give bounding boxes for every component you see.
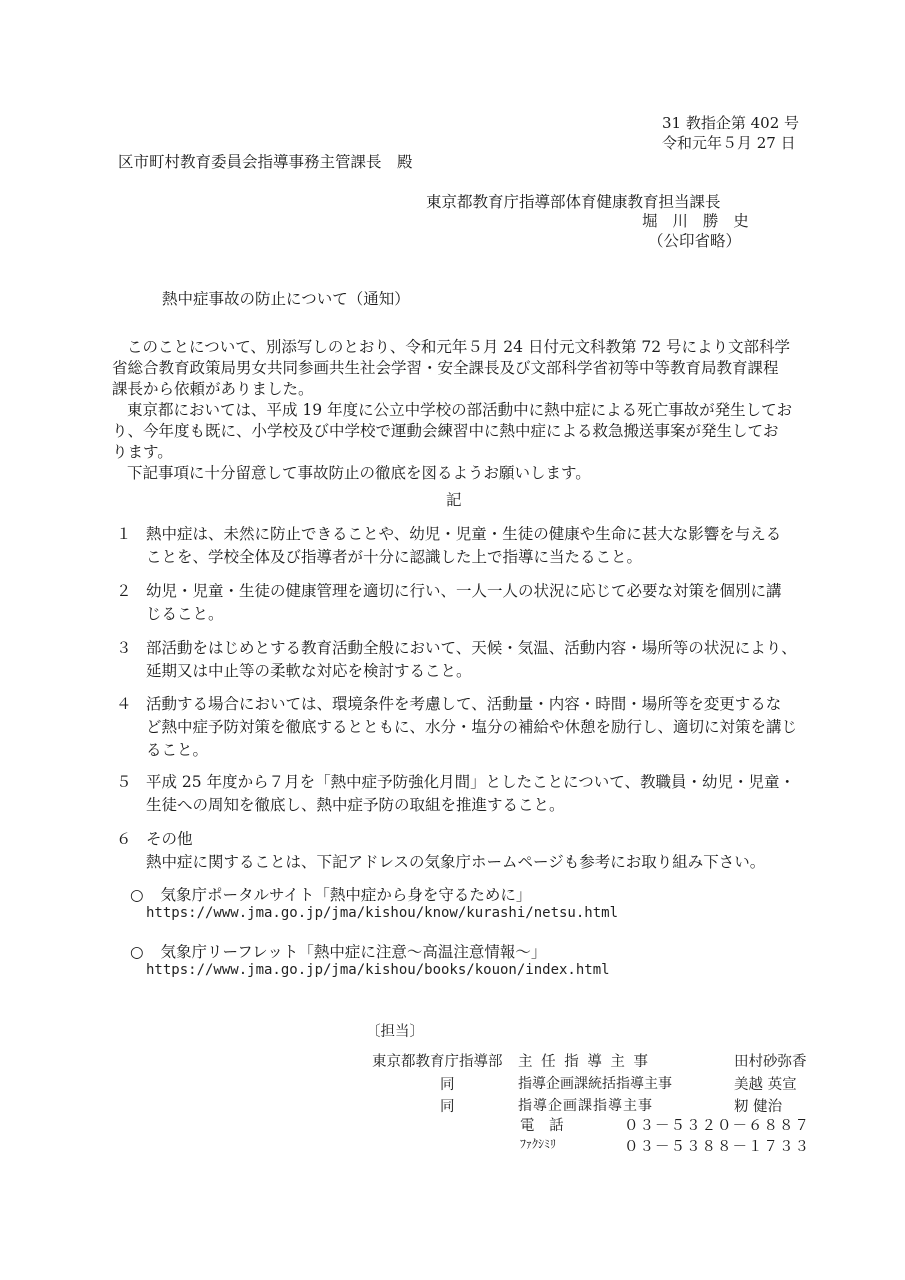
link-entry-leaflet bbox=[130, 940, 546, 962]
contact-role: 指導企画課指導主事 bbox=[518, 1098, 653, 1114]
item-number: ６ bbox=[116, 830, 132, 848]
item-number: ３ bbox=[116, 639, 132, 657]
item-line: 活動する場合においては、環境条件を考慮して、活動量・内容・時間・場所等を変更するな bbox=[146, 695, 782, 713]
item-line: じること。 bbox=[146, 605, 224, 623]
contact-prefix: 同 bbox=[440, 1077, 455, 1093]
paragraph-line: 省総合教育政策局男女共同参画共生社会学習・安全課長及び文部科学省初等中等教育局教育課程 bbox=[112, 359, 779, 377]
paragraph-line: 東京都においては、平成 19 年度に公立中学校の部活動中に熱中症による死亡事故が発生してお bbox=[127, 401, 793, 419]
link-title: 気象庁ポータルサイト「熱中症から身を守るために」 bbox=[160, 886, 532, 904]
issue-date: 令和元年５月 27 日 bbox=[662, 134, 796, 152]
paragraph-line: り、今年度も既に、小学校及び中学校で運動会練習中に熱中症による救急搬送事案が発生してお bbox=[112, 422, 779, 440]
contact-role: 主 任 指 導 主 事 bbox=[518, 1054, 651, 1070]
paragraph-line: ります。 bbox=[112, 443, 173, 461]
contact-heading: 〔担当〕 bbox=[366, 1024, 424, 1040]
circle-bullet-icon: ○ bbox=[130, 886, 144, 904]
contact-org: 東京都教育庁指導部 bbox=[372, 1054, 503, 1070]
item-line: 平成 25 年度から７月を「熱中症予防強化月間」としたことについて、教職員・幼児・児童・ bbox=[146, 773, 795, 791]
paragraph-3 bbox=[112, 463, 824, 484]
item-number: １ bbox=[116, 525, 132, 543]
sender-title: 東京都教育庁指導部体育健康教育担当課長 bbox=[426, 193, 721, 211]
paragraph-2 bbox=[112, 400, 824, 463]
item-line: 部活動をはじめとする教育活動全般において、天候・気温、活動内容・場所等の状況により、 bbox=[146, 639, 797, 657]
contact-name: 美越 英宣 bbox=[734, 1077, 797, 1093]
item-line: ことを、学校全体及び指導者が十分に認識した上で指導に当たること。 bbox=[146, 548, 643, 566]
paragraph-line: 下記事項に十分留意して事故防止の徹底を図るようお願いします。 bbox=[127, 464, 591, 482]
contact-name: 田村砂弥香 bbox=[734, 1054, 807, 1070]
item-line: 熱中症に関することは、下記アドレスの気象庁ホームページも参考にお取り組み下さい。 bbox=[146, 853, 766, 871]
item-line: 生徒への周知を徹底し、熱中症予防の取組を推進すること。 bbox=[146, 796, 565, 814]
addressee: 区市町村教育委員会指導事務主管課長 殿 bbox=[118, 153, 413, 171]
item-line: ること。 bbox=[146, 741, 209, 759]
link-entry-portal bbox=[130, 883, 531, 905]
subject-title: 熱中症事故の防止について（通知） bbox=[162, 290, 410, 308]
contact-name: 籾 健治 bbox=[734, 1099, 783, 1115]
document-number: 31 教指企第 402 号 bbox=[662, 114, 800, 132]
sender-name: 堀 川 勝 史 bbox=[642, 212, 754, 230]
contact-role: 指導企画課統括指導主事 bbox=[518, 1076, 672, 1092]
ki-heading: 記 bbox=[446, 491, 462, 509]
item-line: 幼児・児童・生徒の健康管理を適切に行い、一人一人の状況に応じて必要な対策を個別に講 bbox=[146, 582, 782, 600]
paragraph-1 bbox=[112, 337, 824, 400]
item-line: ど熱中症予防対策を徹底するとともに、水分・塩分の補給や休憩を励行し、適切に対策を講じ bbox=[146, 718, 798, 736]
fax-number: ０３－５３８８－１７３３ bbox=[624, 1139, 810, 1155]
item-line: 延期又は中止等の柔軟な対応を検討すること。 bbox=[146, 662, 472, 680]
item-number: ４ bbox=[116, 695, 132, 713]
contact-prefix: 同 bbox=[440, 1099, 455, 1115]
link-url[interactable]: https://www.jma.go.jp/jma/kishou/books/kouon/index.html bbox=[146, 962, 610, 978]
link-title: 気象庁リーフレット「熱中症に注意～高温注意情報～」 bbox=[160, 943, 547, 961]
link-url[interactable]: https://www.jma.go.jp/jma/kishou/know/kurashi/netsu.html bbox=[146, 905, 619, 921]
paragraph-line: このことについて、別添写しのとおり、令和元年５月 24 日付元文科教第 72 号により文部科学 bbox=[127, 338, 791, 356]
item-line: その他 bbox=[146, 830, 193, 848]
circle-bullet-icon: ○ bbox=[130, 943, 144, 961]
item-line: 熱中症は、未然に防止できることや、幼児・児童・生徒の健康や生命に甚大な影響を与える bbox=[146, 525, 782, 543]
fax-label: ﾌｧｸｼﾐﾘ bbox=[520, 1137, 557, 1151]
item-number: ５ bbox=[116, 773, 132, 791]
seal-note: （公印省略） bbox=[648, 232, 742, 250]
phone-number: ０３－５３２０－６８８７ bbox=[624, 1118, 810, 1134]
phone-label: 電 話 bbox=[520, 1118, 569, 1134]
item-number: ２ bbox=[116, 582, 132, 600]
paragraph-line: 課長から依頼がありました。 bbox=[112, 380, 314, 398]
